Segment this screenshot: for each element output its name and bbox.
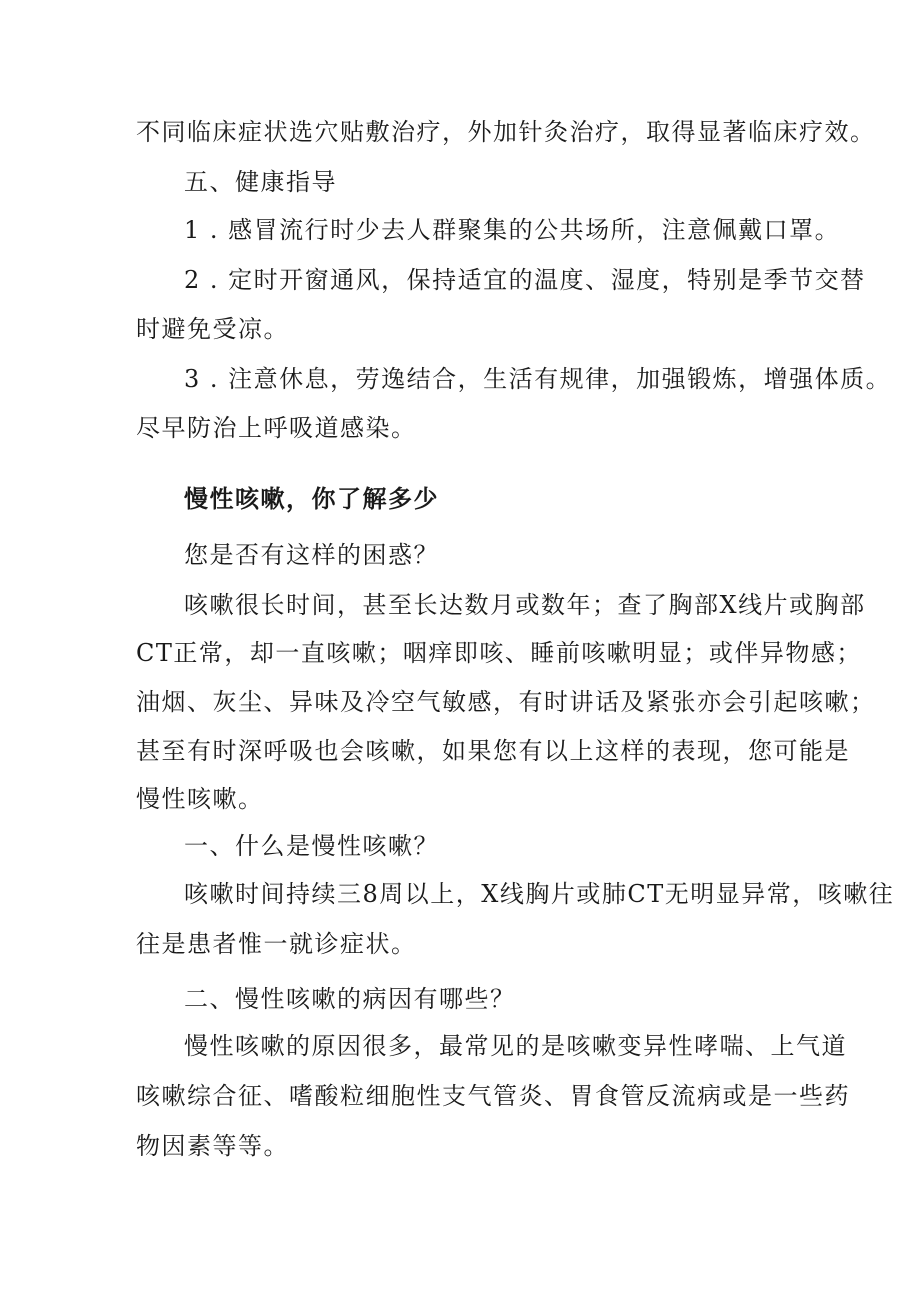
guidance-item-2-line-2: 时避免受凉。 — [136, 315, 289, 343]
guidance-item-1: 1 . 感冒流行时少去人群聚集的公共场所，注意佩戴口罩。 — [184, 216, 841, 244]
paragraph-1-line-4: 甚至有时深呼吸也会咳嗽，如果您有以上这样的表现，您可能是 — [136, 737, 850, 765]
paragraph-1-line-2: CT正常，却一直咳嗽；咽痒即咳、睡前咳嗽明显；或伴异物感； — [136, 639, 862, 667]
paragraph-1-line-5: 慢性咳嗽。 — [136, 785, 264, 813]
guidance-item-3-line-1: 3 . 注意休息，劳逸结合，生活有规律，加强锻炼，增强体质。 — [184, 365, 892, 393]
intro-line: 不同临床症状选穴贴敷治疗，外加针灸治疗，取得显著临床疗效。 — [136, 118, 876, 146]
causes-line-3: 物因素等等。 — [136, 1132, 289, 1160]
heading-causes: 二、慢性咳嗽的病因有哪些？ — [184, 985, 516, 1013]
section-heading-health-guidance: 五、健康指导 — [184, 168, 337, 196]
causes-line-2: 咳嗽综合征、嗜酸粒细胞性支气管炎、胃食管反流病或是一些药 — [136, 1082, 850, 1110]
definition-line-1: 咳嗽时间持续三8周以上，X线胸片或肺CT无明显异常，咳嗽往 — [184, 880, 895, 908]
guidance-item-3-line-2: 尽早防治上呼吸道感染。 — [136, 414, 417, 442]
heading-what-is-chronic-cough: 一、什么是慢性咳嗽？ — [184, 832, 439, 860]
causes-line-1: 慢性咳嗽的原因很多，最常见的是咳嗽变异性哮喘、上气道 — [184, 1032, 847, 1060]
paragraph-1-line-3: 油烟、灰尘、异味及冷空气敏感，有时讲话及紧张亦会引起咳嗽； — [136, 688, 876, 716]
article-question: 您是否有这样的困惑？ — [184, 541, 439, 569]
guidance-item-2-line-1: 2 . 定时开窗通风，保持适宜的温度、湿度，特别是季节交替 — [184, 266, 866, 294]
article-title: 慢性咳嗽，你了解多少 — [184, 484, 439, 513]
paragraph-1-line-1: 咳嗽很长时间，甚至长达数月或数年；查了胸部X线片或胸部 — [184, 591, 866, 619]
definition-line-2: 往是患者惟一就诊症状。 — [136, 930, 417, 958]
